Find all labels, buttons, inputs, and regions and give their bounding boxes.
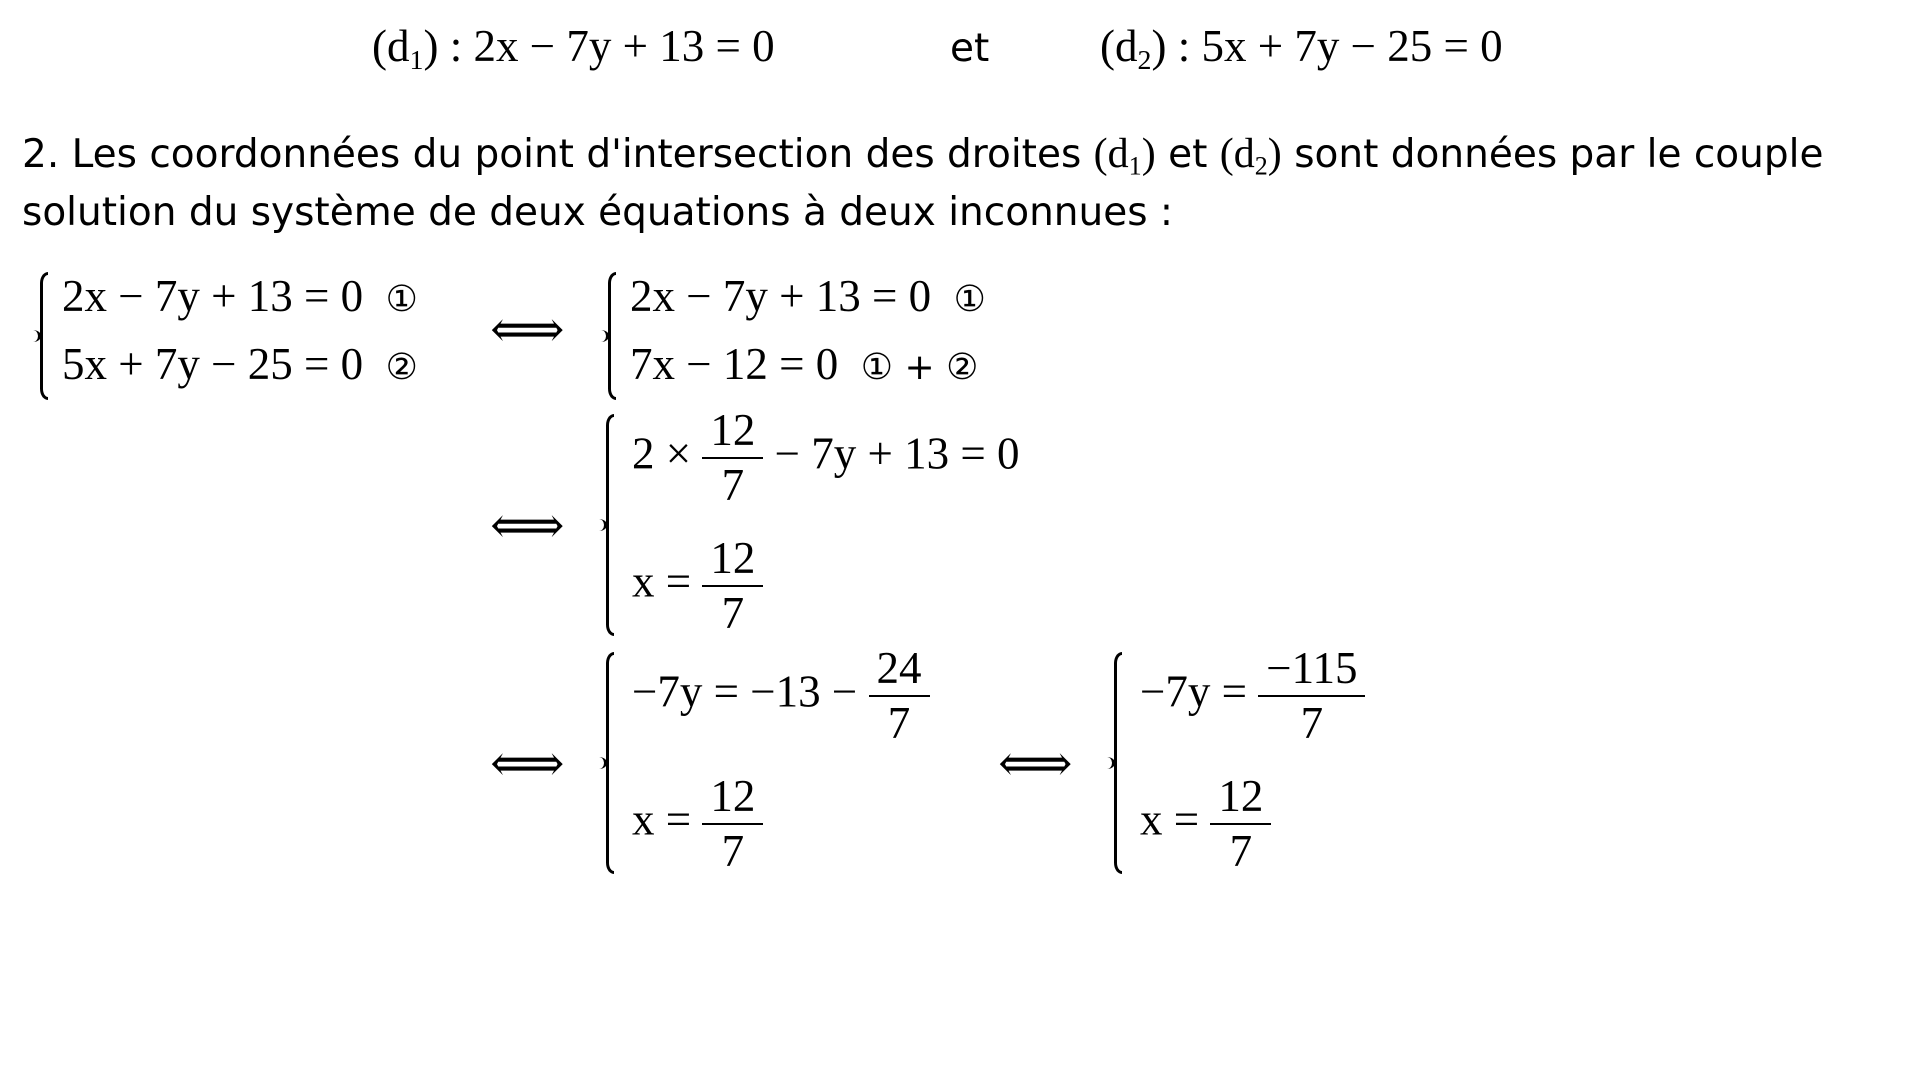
d1-ref: $(d_1)$ <box>1093 131 1156 181</box>
iff-symbol-3: ⟺ <box>490 734 565 794</box>
fraction-minus115-over-7: $\frac{-115}{7}$ <box>1262 646 1361 746</box>
connector-et: et <box>950 26 990 71</box>
fraction-x-value: $\frac{12}{7}$ <box>706 536 759 636</box>
brace-system-1 <box>34 272 48 400</box>
system4-eq2: x = $\frac{12}{7}$ <box>632 774 763 874</box>
system5-eq1: −7y = $\frac{-115}{7}$ <box>1140 646 1365 746</box>
system4-eq1: −7y = −13 − $\frac{24}{7}$ <box>632 646 930 746</box>
fraction-x-value: $\frac{12}{7}$ <box>1214 774 1267 874</box>
fraction-x-value: $\frac{12}{7}$ <box>706 774 759 874</box>
line-d2-equation <box>1100 21 1503 76</box>
system1-eq2: 5x + 7y − 25 = 0 ② <box>62 339 418 389</box>
d2-ref: $(d_2)$ <box>1219 131 1282 181</box>
brace-system-3 <box>600 414 614 636</box>
system2-eq2: 7x − 12 = 0 ① + ② <box>630 339 979 389</box>
fraction-12-over-7: $\frac{12}{7}$ <box>706 408 759 508</box>
brace-system-5 <box>1108 652 1122 874</box>
line-d1-equation <box>372 21 775 76</box>
brace-system-4 <box>600 652 614 874</box>
system3-eq2: x = $\frac{12}{7}$ <box>632 536 763 636</box>
paragraph-line-1: 2. Les coordonnées du point d'intersection des droites $(d_1)$ et $(d_2)$ sont données par le couple <box>22 131 1824 181</box>
d1-label: $(d_1)$ <box>372 21 439 76</box>
system2-eq1: 2x − 7y + 13 = 0 ① <box>630 271 986 321</box>
brace-system-2 <box>602 272 616 400</box>
iff-symbol-4: ⟺ <box>998 734 1073 794</box>
d2-label: $(d_2)$ <box>1100 21 1167 76</box>
system3-eq1: 2 × $\frac{12}{7}$ − 7y + 13 = 0 <box>632 405 1020 510</box>
iff-symbol-2: ⟺ <box>490 496 565 556</box>
fraction-24-over-7: $\frac{24}{7}$ <box>873 646 926 746</box>
iff-symbol-1: ⟺ <box>490 300 565 360</box>
system1-eq1: 2x − 7y + 13 = 0 ① <box>62 271 418 321</box>
system5-eq2: x = $\frac{12}{7}$ <box>1140 774 1271 874</box>
d1-equation-body: : 2x − 7y + 13 = 0 <box>449 21 775 71</box>
paragraph-line-2: solution du système de deux équations à deux inconnues : <box>22 190 1174 235</box>
d2-equation-body: : 5x + 7y − 25 = 0 <box>1177 21 1503 71</box>
